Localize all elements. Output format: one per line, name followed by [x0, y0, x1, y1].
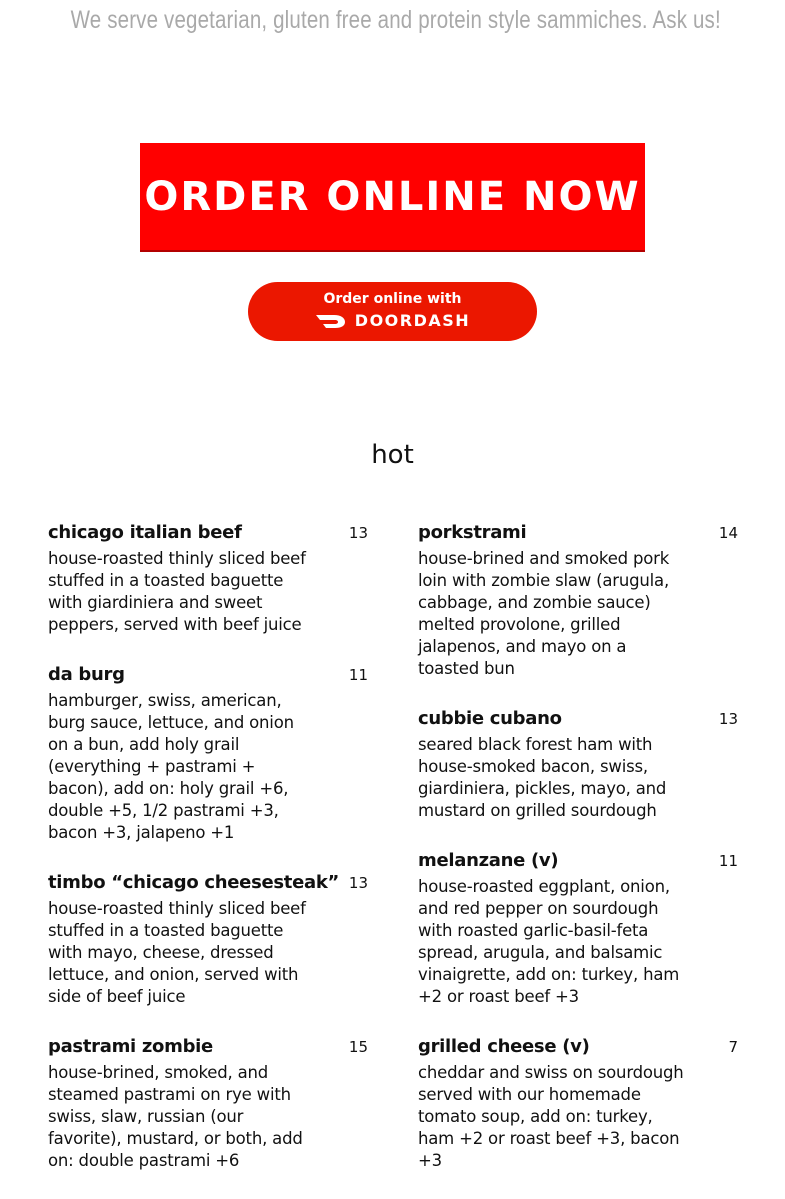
menu-item-description: house-brined and smoked pork loin with zombie slaw (arugula, cabbage, and zombie sauce) melted provolone, grilled jalapenos, and mayo on a toasted bun [418, 549, 670, 678]
menu-item-description: seared black forest ham with house-smoked bacon, swiss, giardiniera, pickles, mayo, and mustard on grilled sourdough [418, 735, 667, 820]
menu-item [48, 521, 368, 636]
doordash-top-text: Order online with [323, 291, 462, 307]
menu-column-left [48, 521, 368, 1199]
menu-item [418, 1035, 738, 1172]
menu-item-price: 13 [348, 524, 368, 542]
menu-item-name: cubbie cubano [418, 708, 562, 729]
doordash-order-button[interactable] [248, 282, 537, 341]
menu-item-name: grilled cheese (v) [418, 1036, 590, 1057]
menu-item-name: chicago italian beef [48, 522, 242, 543]
menu-item-price: 13 [348, 874, 368, 892]
menu-item-description: house-brined, smoked, and steamed pastrami on rye with swiss, slaw, russian (our favorite), mustard, or both, add on: double pastrami +6 [48, 1063, 303, 1170]
menu-item-price: 13 [718, 710, 738, 728]
tagline: We serve vegetarian, gluten free and protein style sammiches. Ask us! [70, 6, 721, 34]
menu-item-description: cheddar and swiss on sourdough served with our homemade tomato soup, add on: turkey, ham +2 or roast beef +3, bacon +3 [418, 1063, 684, 1170]
doordash-brand-row [315, 311, 470, 330]
menu-item-description: house-roasted eggplant, onion, and red pepper on sourdough with roasted garlic-basil-feta spread, arugula, and balsamic vinaigrette, add on: turkey, ham +2 or roast beef +3 [418, 877, 680, 1006]
menu-item [418, 521, 738, 680]
menu-item-price: 7 [728, 1038, 738, 1056]
menu-column-right [418, 521, 738, 1199]
menu-item [418, 849, 738, 1008]
doordash-logo-icon [315, 313, 347, 329]
menu-item-description: house-roasted thinly sliced beef stuffed in a toasted baguette with mayo, cheese, dressed lettuce, and onion, served with side of beef juice [48, 899, 306, 1006]
order-online-button[interactable]: ORDER ONLINE NOW [140, 143, 645, 250]
menu-item-name: melanzane (v) [418, 850, 559, 871]
menu-item-description: house-roasted thinly sliced beef stuffed in a toasted baguette with giardiniera and sweet peppers, served with beef juice [48, 549, 306, 634]
menu-item [48, 1035, 368, 1172]
menu-item [48, 871, 368, 1008]
doordash-brand-text: DOORDASH [354, 311, 471, 330]
menu-item-price: 11 [718, 852, 738, 870]
menu-item [48, 663, 368, 844]
menu-item-name: pastrami zombie [48, 1036, 213, 1057]
menu-item-price: 15 [348, 1038, 368, 1056]
menu-item-price: 11 [348, 666, 368, 684]
menu-item-name: timbo “chicago cheesesteak” [48, 872, 340, 893]
menu-item-description: hamburger, swiss, american, burg sauce, lettuce, and onion on a bun, add holy grail (everything + pastrami + bacon), add on: holy grail +6, double +5, 1/2 pastrami +3, bacon +3, jalapeno +1 [48, 691, 294, 842]
menu-item-name: porkstrami [418, 522, 527, 543]
section-title: hot [371, 440, 414, 470]
menu-item-name: da burg [48, 664, 125, 685]
menu-item [418, 707, 738, 822]
menu-item-price: 14 [718, 524, 738, 542]
